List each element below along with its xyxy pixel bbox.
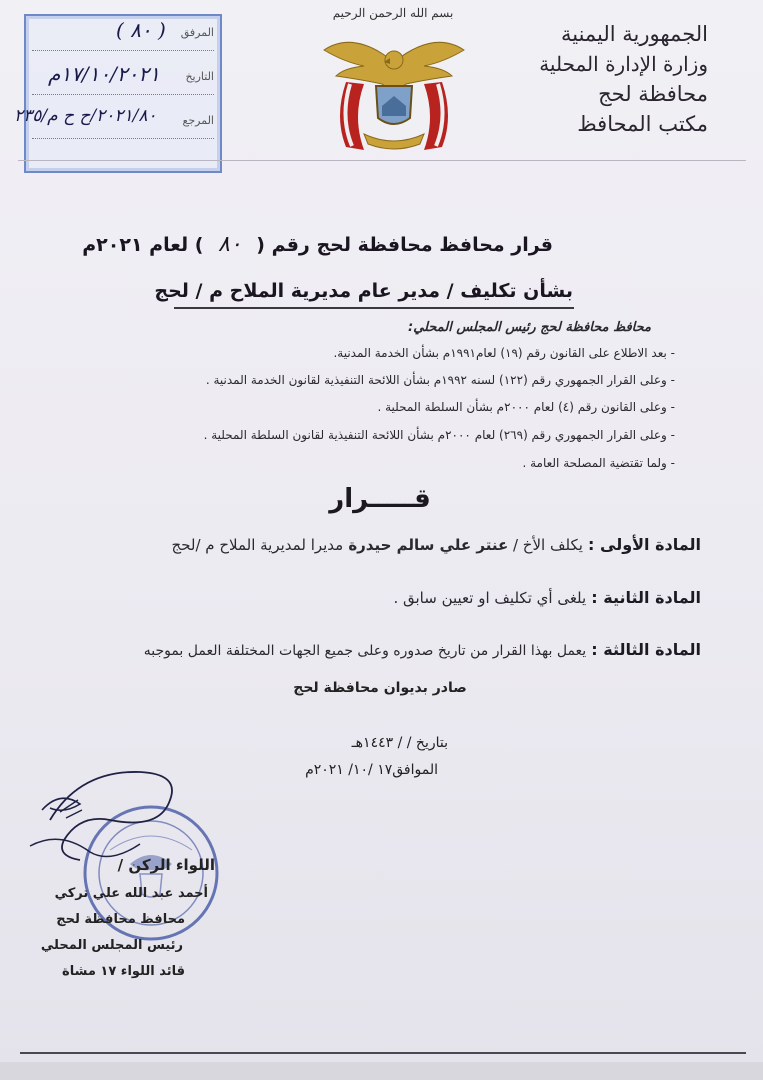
article-3	[144, 640, 701, 659]
reference-row	[14, 106, 214, 139]
preamble-line-3: - وعلى القانون رقم (٤) لعام ٢٠٠٠م بشأن السلطة المحلية .	[377, 400, 675, 414]
preamble-line-4: - وعلى القرار الجمهوري رقم (٢٦٩) لعام ٢٠٠٠م بشأن اللائحة التنفيذية لقانون السلطة المحلية .	[203, 428, 675, 442]
subject-underline	[174, 307, 574, 309]
article-1-text-before: يكلف الأخ /	[508, 536, 583, 554]
date-value: ١٧/١٠/٢٠٢١م	[48, 62, 160, 86]
decree-subject: بشأن تكليف / مدير عام مديرية الملاح م / لحج	[154, 280, 573, 302]
decree-title-prefix: قرار محافظ محافظة لحج رقم (	[256, 234, 553, 256]
article-1	[172, 535, 701, 554]
article-2-text: يلغى أي تكليف او تعيين سابق .	[393, 589, 587, 607]
signatory-title-commander: قائد اللواء ١٧ مشاة	[62, 964, 185, 979]
article-1-label: المادة الأولى :	[588, 535, 701, 554]
decree-heading: قـــــرار	[329, 484, 431, 514]
article-2	[393, 588, 701, 607]
preamble-line-1: - بعد الاطلاع على القانون رقم (١٩) لعام١٩٩١م بشأن الخدمة المدنية.	[333, 346, 675, 360]
decree-title-suffix: ) لعام ٢٠٢١م	[82, 234, 204, 256]
article-1-text-after: مديرا لمديرية الملاح م /لحج	[171, 536, 344, 554]
bottom-strip	[0, 1062, 763, 1080]
header-country: الجمهورية اليمنية	[560, 22, 708, 46]
authority-line: محافظ محافظة لحج رئيس المجلس المحلي:	[408, 320, 651, 335]
date-label: التاريخ	[185, 70, 214, 83]
article-3-text: يعمل بهذا القرار من تاريخ صدوره وعلى جميع الجهات المختلفة العمل بموجبه	[143, 643, 587, 659]
signatory-title-council: رئيس المجلس المحلي	[40, 938, 183, 953]
attachment-label: المرفق	[180, 26, 214, 39]
registration-box	[14, 14, 222, 173]
footer-rule	[20, 1052, 746, 1054]
reference-value: ٢٠٢١/٨٠/ح ح م/٢٣٥	[14, 106, 157, 126]
gregorian-date: الموافق١٧ /١٠/ ٢٠٢١م	[305, 762, 438, 778]
article-1-appointee-name: عنتر علي سالم حيدرة	[348, 536, 509, 554]
decree-title	[82, 232, 553, 257]
preamble-line-5: - ولما تقتضية المصلحة العامة .	[522, 456, 675, 470]
article-2-label: المادة الثانية :	[591, 588, 701, 607]
header-divider	[18, 160, 746, 161]
signatory-rank: اللواء الركن /	[117, 856, 215, 874]
issued-line: صادر بديوان محافظة لحج	[293, 680, 467, 696]
decree-number: ٨٠	[218, 232, 242, 257]
reference-label: المرجع	[182, 114, 214, 127]
signatory-name: أحمد عبد الله علي تركي	[54, 886, 208, 901]
basmala: بسم الله الرحمن الرحيم	[332, 6, 454, 20]
attachment-row	[32, 18, 214, 51]
header-office: مكتب المحافظ	[577, 112, 708, 136]
attachment-value: ( ٨٠ )	[116, 18, 166, 42]
hijri-date: بتاريخ / / ١٤٤٣هـ	[351, 735, 448, 751]
date-row	[32, 62, 214, 95]
signatory-title-governor: محافظ محافظة لحج	[56, 912, 185, 927]
preamble-line-2: - وعلى القرار الجمهوري رقم (١٢٢) لسنه ١٩٩٢م بشأن اللائحة التنفيذية لقانون الخدمة المدنية .	[205, 373, 675, 387]
national-emblem	[294, 22, 494, 162]
article-3-label: المادة الثالثة :	[591, 640, 701, 659]
header-ministry: وزارة الإدارة المحلية	[539, 52, 708, 76]
header-governorate: محافظة لحج	[598, 82, 708, 106]
